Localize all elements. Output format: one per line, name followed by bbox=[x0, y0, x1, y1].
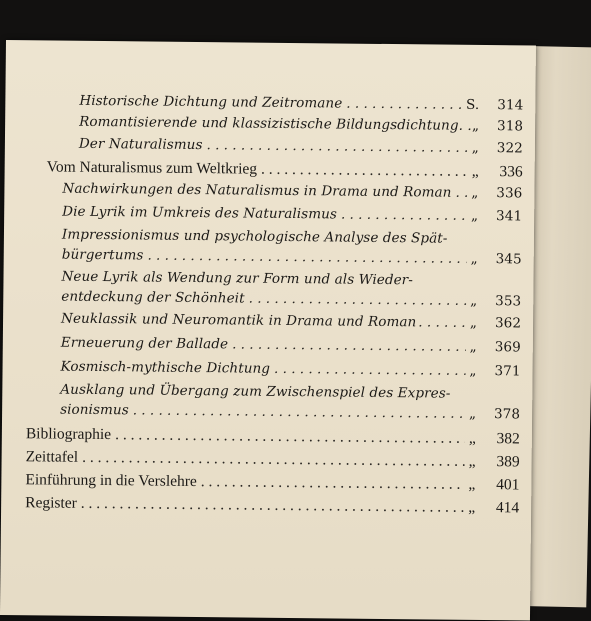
ditto-mark: „ bbox=[472, 140, 479, 156]
toc-page-number: 322 bbox=[493, 140, 523, 156]
toc-entry-title: Nachwirkungen des Naturalismus in Drama und Roman bbox=[62, 181, 451, 201]
ditto-mark: „ bbox=[471, 185, 478, 201]
toc-entry bbox=[47, 158, 523, 181]
dot-leader bbox=[232, 336, 466, 354]
toc-entry-title: Vom Naturalismus zum Weltkrieg bbox=[47, 158, 258, 178]
dot-leader bbox=[346, 96, 462, 113]
toc-page-number: 314 bbox=[493, 97, 523, 113]
dot-leader bbox=[201, 473, 465, 494]
toc-entry bbox=[62, 247, 522, 268]
toc-entry-continuation: entdeckung der Schönheit bbox=[61, 289, 245, 307]
ditto-mark: „ bbox=[468, 499, 475, 517]
ditto-mark: „ bbox=[469, 406, 476, 422]
toc-entry bbox=[61, 289, 521, 310]
toc-entry bbox=[60, 402, 520, 423]
toc-entry bbox=[79, 93, 523, 114]
toc-page-number: 336 bbox=[492, 185, 522, 201]
dot-leader bbox=[206, 137, 467, 156]
toc-entry bbox=[26, 448, 520, 471]
table-of-contents bbox=[0, 40, 536, 621]
ditto-mark: „ bbox=[469, 453, 476, 471]
toc-entry bbox=[61, 335, 521, 356]
dot-leader bbox=[249, 291, 467, 309]
toc-entry bbox=[25, 494, 519, 517]
ditto-mark: „ bbox=[468, 476, 475, 494]
toc-entry-title-line: Impressionismus und psychologische Analyse des Spät- bbox=[62, 227, 448, 247]
toc-entry-title-line: Neue Lyrik als Wendung zur Form und als Wieder- bbox=[61, 269, 413, 289]
toc-page-number: 371 bbox=[490, 363, 520, 379]
toc-entry-title: Die Lyrik im Umkreis des Naturalismus bbox=[62, 204, 337, 223]
toc-page-number: 341 bbox=[492, 208, 522, 224]
toc-entry-title: Historische Dichtung und Zeitromane bbox=[79, 93, 342, 112]
toc-page-number: 345 bbox=[492, 251, 522, 267]
dot-leader bbox=[133, 402, 465, 421]
toc-page-number: 378 bbox=[490, 406, 520, 422]
book-page bbox=[0, 40, 536, 621]
toc-entry bbox=[62, 181, 522, 202]
toc-entry-title: Neuklassik und Neuromantik in Drama und Roman bbox=[61, 311, 416, 331]
toc-entry-title: Einführung in die Verslehre bbox=[25, 471, 197, 491]
page-prefix: S. bbox=[466, 97, 479, 113]
toc-page-number: 382 bbox=[490, 430, 520, 448]
toc-entry bbox=[26, 425, 520, 448]
toc-entry bbox=[62, 204, 522, 225]
ditto-mark: „ bbox=[469, 430, 476, 448]
ditto-mark: „ bbox=[472, 163, 479, 181]
dot-leader bbox=[274, 361, 466, 379]
toc-entry bbox=[79, 114, 523, 135]
toc-entry-title: Der Naturalismus bbox=[79, 136, 203, 153]
toc-entry-title: Zeittafel bbox=[26, 448, 79, 467]
toc-entry bbox=[61, 311, 521, 332]
toc-entry-title: Erneuerung der Ballade bbox=[61, 335, 228, 353]
toc-entry bbox=[79, 136, 523, 157]
toc-entry-title: Bibliographie bbox=[26, 425, 111, 444]
dot-leader bbox=[341, 207, 467, 224]
dot-leader bbox=[82, 449, 465, 471]
toc-entry-title: Kosmisch-mythische Dichtung bbox=[60, 359, 270, 377]
dot-leader bbox=[455, 185, 467, 201]
dot-leader bbox=[147, 247, 466, 266]
ditto-mark: „ bbox=[471, 251, 478, 267]
dot-leader bbox=[418, 314, 468, 331]
toc-entry bbox=[60, 359, 520, 380]
toc-page-number: 401 bbox=[489, 476, 519, 494]
toc-entry-title: Romantisierende und klassizistische Bildungsdichtung. . bbox=[79, 114, 472, 134]
toc-entry-title-line: Ausklang und Übergang zum Zwischenspiel des Expres- bbox=[60, 382, 450, 402]
ditto-mark: „ bbox=[472, 118, 479, 134]
dot-leader bbox=[261, 161, 468, 181]
ditto-mark: „ bbox=[469, 363, 476, 379]
toc-entry-continuation: bürgertums bbox=[62, 247, 144, 264]
toc-entry bbox=[25, 471, 519, 494]
toc-entry-title: Register bbox=[25, 494, 77, 513]
toc-page-number: 414 bbox=[489, 499, 519, 517]
ditto-mark: „ bbox=[470, 293, 477, 309]
toc-page-number: 369 bbox=[491, 339, 521, 355]
dot-leader bbox=[115, 426, 465, 448]
toc-page-number: 362 bbox=[491, 315, 521, 331]
toc-page-number: 318 bbox=[493, 118, 523, 134]
toc-entry-continuation: sionismus bbox=[60, 402, 129, 419]
dot-leader bbox=[81, 495, 465, 517]
ditto-mark: „ bbox=[470, 315, 477, 331]
toc-page-number: 353 bbox=[491, 293, 521, 309]
ditto-mark: „ bbox=[470, 339, 477, 355]
ditto-mark: „ bbox=[471, 208, 478, 224]
toc-page-number: 336 bbox=[493, 163, 523, 181]
toc-page-number: 389 bbox=[490, 453, 520, 471]
